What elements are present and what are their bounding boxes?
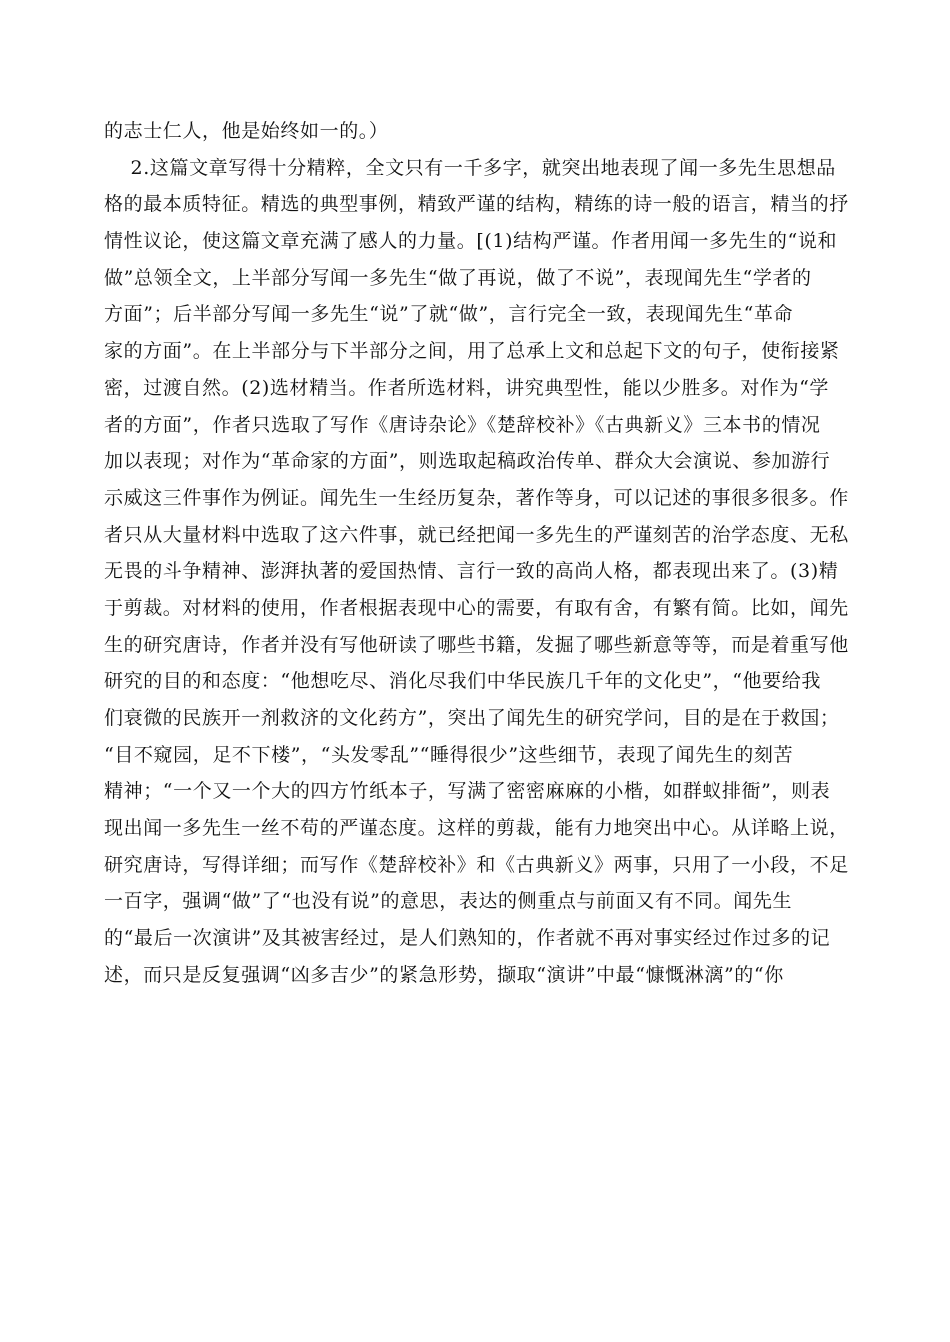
- text-line: 2.这篇文章写得十分精粹，全文只有一千多字，就突出地表现了闻一多先生思想品: [104, 156, 836, 179]
- text-line: 们衰微的民族开一剂救济的文化药方”，突出了闻先生的研究学问，目的是在于救国；: [104, 707, 840, 729]
- text-line: 者只从大量材料中选取了这六件事，就已经把闻一多先生的严谨刻苦的治学态度、无私: [104, 523, 849, 546]
- text-line: 研究唐诗，写得详细；而写作《楚辞校补》和《古典新义》两事，只用了一小段，不足: [104, 853, 849, 876]
- text-line: 者的方面”，作者只选取了写作《唐诗杂论》《楚辞校补》《古典新义》三本书的情况: [104, 413, 821, 436]
- text-line: 于剪裁。对材料的使用，作者根据表现中心的需要，有取有舍，有繁有简。比如，闻先: [104, 596, 849, 619]
- text-line: 做”总领全文，上半部分写闻一多先生“做了再说，做了不说”，表现闻先生“学者的: [104, 266, 812, 289]
- text-line: 无畏的斗争精神、澎湃执著的爱国热情、言行一致的高尚人格，都表现出来了。(3)精: [104, 560, 839, 583]
- text-line: 密，过渡自然。(2)选材精当。作者所选材料，讲究典型性，能以少胜多。对作为“学: [104, 376, 830, 399]
- text-line: 一百字，强调“做”了“也没有说”的意思，表达的侧重点与前面又有不同。闻先生: [104, 890, 793, 913]
- text-line: 加以表现；对作为“革命家的方面”，则选取起稿政治传单、群众大会演说、参加游行: [104, 450, 831, 473]
- text-line: 现出闻一多先生一丝不苟的严谨态度。这样的剪裁，能有力地突出中心。从详略上说，: [104, 817, 849, 840]
- text-line: 示威这三件事作为例证。闻先生一生经历复杂，著作等身，可以记述的事很多很多。作: [104, 486, 849, 509]
- text-line: 情性议论，使这篇文章充满了感人的力量。[(1)结构严谨。作者用闻一多先生的“说和: [104, 230, 838, 253]
- body-text: [104, 113, 848, 994]
- text-line: 精神；“一个又一个大的四方竹纸本子，写满了密密麻麻的小楷，如群蚁排衙”，则表: [104, 780, 831, 803]
- text-line: 格的最本质特征。精选的典型事例，精致严谨的结构，精练的诗一般的语言，精当的抒: [104, 193, 849, 216]
- text-line: 的“最后一次演讲”及其被害经过，是人们熟知的，作者就不再对事实经过作过多的记: [104, 927, 831, 950]
- text-line: 述，而只是反复强调“凶多吉少”的紧急形势，撷取“演讲”中最“慷慨淋漓”的“你: [104, 963, 784, 986]
- text-line: 研究的目的和态度：“他想吃尽、消化尽我们中华民族几千年的文化史”，“他要给我: [104, 670, 821, 693]
- text-line: “目不窥园，足不下楼”，“头发零乱”“睡得很少”这些细节，表现了闻先生的刻苦: [104, 743, 794, 766]
- text-line: 的志士仁人，他是始终如一的。）: [104, 120, 389, 142]
- text-line: 方面”；后半部分写闻一多先生“说”了就“做”，言行完全一致，表现闻先生“革命: [104, 303, 794, 326]
- text-line: 生的研究唐诗，作者并没有写他研读了哪些书籍，发掘了哪些新意等等，而是着重写他: [104, 633, 849, 656]
- text-line: 家的方面”。在上半部分与下半部分之间，用了总承上文和总起下文的句子，使衔接紧: [104, 340, 840, 363]
